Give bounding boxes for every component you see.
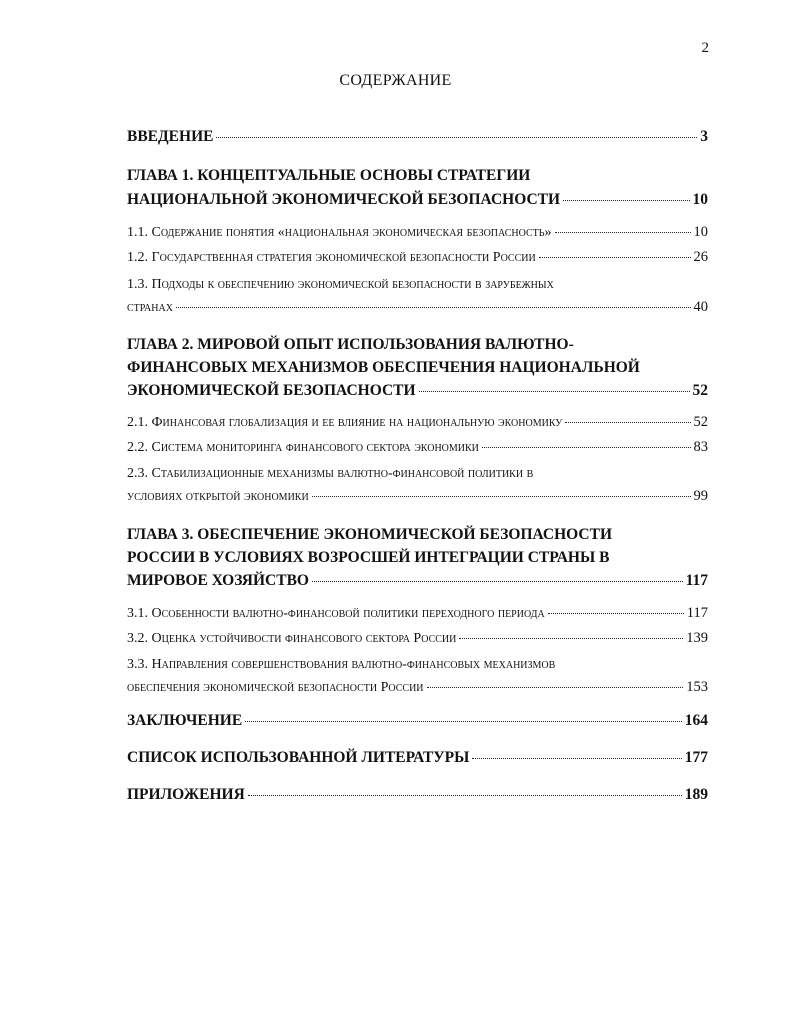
toc-entry-references: [127, 749, 708, 767]
entry-title-line: странах: [127, 300, 173, 315]
toc-entry-appendix: [127, 786, 708, 804]
entry-page: 164: [684, 712, 708, 729]
entry-page: 10: [692, 191, 708, 208]
leader-dots: [419, 391, 690, 392]
leader-dots: [563, 200, 689, 201]
entry-title: 2.1. Финансовая глобализация и ее влияние на национальную экономику: [127, 415, 563, 430]
entry-title: 1.2. Государственная стратегия экономической безопасности России: [127, 250, 536, 265]
entry-page: 189: [684, 786, 708, 803]
leader-dots: [565, 422, 690, 423]
entry-page: 52: [693, 414, 708, 430]
leader-dots: [482, 447, 691, 448]
toc-entry-conclusion: [127, 712, 708, 730]
entry-title-line: МИРОВОЕ ХОЗЯЙСТВО: [127, 572, 309, 589]
toc-entry-chapter-1: [127, 164, 708, 212]
toc-entry-section-3-3: [127, 654, 708, 699]
toc-entry-section-1-1: [127, 224, 708, 241]
leader-dots: [216, 137, 697, 138]
leader-dots: [548, 613, 684, 614]
entry-title-line: обеспечения экономической безопасности России: [127, 680, 424, 695]
leader-dots: [555, 232, 691, 233]
entry-page: 177: [684, 749, 708, 766]
entry-title: 1.1. Содержание понятия «национальная экономическая безопасность»: [127, 225, 552, 240]
toc-entry-section-1-3: [127, 274, 708, 319]
entry-page: 117: [686, 605, 708, 621]
leader-dots: [472, 758, 681, 759]
entry-page: 99: [693, 488, 708, 504]
entry-title-line: НАЦИОНАЛЬНОЙ ЭКОНОМИЧЕСКОЙ БЕЗОПАСНОСТИ: [127, 191, 561, 208]
leader-dots: [539, 257, 691, 258]
entry-title: СПИСОК ИСПОЛЬЗОВАННОЙ ЛИТЕРАТУРЫ: [127, 749, 470, 766]
entry-title-line: РОССИИ В УСЛОВИЯХ ВОЗРОСШЕЙ ИНТЕГРАЦИИ СТРАНЫ В: [127, 549, 610, 566]
entry-page: 117: [685, 572, 708, 589]
toc-entry-section-3-1: [127, 605, 708, 622]
leader-dots: [312, 581, 683, 582]
toc-entry-section-2-1: [127, 414, 708, 431]
entry-title-line: ГЛАВА 1. КОНЦЕПТУАЛЬНЫЕ ОСНОВЫ СТРАТЕГИИ: [127, 167, 531, 184]
entry-title-line: ЭКОНОМИЧЕСКОЙ БЕЗОПАСНОСТИ: [127, 382, 416, 399]
toc-entry-section-3-2: [127, 630, 708, 647]
leader-dots: [459, 638, 683, 639]
entry-page: 3: [700, 128, 708, 145]
page-number: 2: [701, 40, 709, 56]
toc-entry-section-1-2: [127, 249, 708, 266]
toc-entry-intro: [127, 128, 708, 146]
leader-dots: [427, 687, 684, 688]
entry-title-line: 3.3. Направления совершенствования валютно-финансовых механизмов: [127, 657, 556, 672]
entry-title-line: условиях открытой экономики: [127, 489, 309, 504]
entry-title: 3.1. Особенности валютно-финансовой политики переходного периода: [127, 606, 545, 621]
entry-page: 83: [693, 439, 708, 455]
entry-page: 40: [693, 299, 708, 315]
leader-dots: [248, 795, 682, 796]
entry-title-line: ФИНАНСОВЫХ МЕХАНИЗМОВ ОБЕСПЕЧЕНИЯ НАЦИОНАЛЬНОЙ: [127, 359, 640, 376]
leader-dots: [245, 721, 682, 722]
toc-entry-chapter-3: [127, 523, 708, 592]
entry-title: 3.2. Оценка устойчивости финансового сектора России: [127, 631, 457, 646]
entry-title-line: ГЛАВА 2. МИРОВОЙ ОПЫТ ИСПОЛЬЗОВАНИЯ ВАЛЮТНО-: [127, 336, 574, 353]
entry-page: 139: [686, 630, 708, 646]
toc-entry-chapter-2: [127, 333, 708, 402]
entry-title: ПРИЛОЖЕНИЯ: [127, 786, 245, 803]
toc-entry-section-2-2: [127, 439, 708, 456]
leader-dots: [176, 307, 691, 308]
entry-page: 26: [693, 249, 708, 265]
leader-dots: [312, 496, 691, 497]
entry-title-line: 2.3. Стабилизационные механизмы валютно-финансовой политики в: [127, 466, 534, 481]
entry-title: 2.2. Система мониторинга финансового сектора экономики: [127, 440, 479, 455]
toc-title: СОДЕРЖАНИЕ: [339, 72, 452, 89]
entry-page: 52: [692, 382, 708, 399]
entry-page: 10: [693, 224, 708, 240]
entry-title-line: ГЛАВА 3. ОБЕСПЕЧЕНИЕ ЭКОНОМИЧЕСКОЙ БЕЗОПАСНОСТИ: [127, 526, 613, 543]
entry-page: 153: [686, 679, 708, 695]
entry-title: ЗАКЛЮЧЕНИЕ: [127, 712, 243, 729]
entry-title: ВВЕДЕНИЕ: [127, 128, 214, 145]
toc-entry-section-2-3: [127, 463, 708, 508]
entry-title-line: 1.3. Подходы к обеспечению экономической безопасности в зарубежных: [127, 277, 554, 292]
